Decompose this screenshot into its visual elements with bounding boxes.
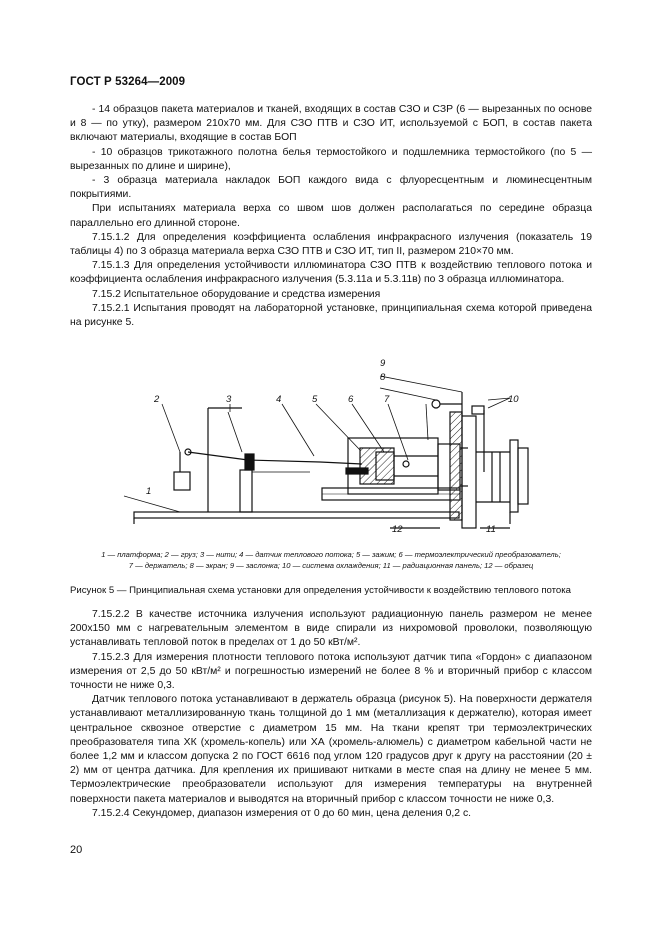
label-1: 1 [146, 486, 152, 497]
legend-line: 7 — держатель; 8 — экран; 9 — заслонка; 10 — система охлаждения; 11 — радиационная панель; 12 — образец [128, 561, 534, 570]
label-12: 12 [392, 524, 403, 535]
paragraph: - 3 образца материала накладок БОП каждого вида с флуоресцентным и люминесцентным покрытиями. [70, 175, 592, 201]
screen-shape [450, 412, 462, 520]
label-3: 3 [226, 394, 232, 405]
label-11: 11 [486, 524, 496, 535]
document-header: ГОСТ Р 53264—2009 [70, 76, 186, 88]
paragraph: - 10 образцов трикотажного полотна белья термостойкого и подшлемника термостойкого (по 5 — вырезанных по длине и ширине), [70, 146, 592, 172]
label-6: 6 [348, 394, 354, 405]
paragraph: - 14 образцов пакета материалов и тканей, входящих в состав СЗО и СЗР (6 — вырезанных по основе и 8 — по утку), размером 210х70 мм. Для СЗО ПТВ и СЗО ИТ, используемой с БОП, в состав пакета включают материалы, входящие в состав БОП [70, 104, 592, 144]
paragraph: 7.15.2.1 Испытания проводят на лабораторной установке, принципиальная схема которой приведена на рисунке 5. [70, 302, 592, 329]
label-7: 7 [384, 394, 390, 405]
label-10: 10 [508, 394, 519, 405]
label-4: 4 [276, 394, 282, 405]
label-8: 8 [380, 372, 386, 383]
paragraph: При испытаниях материала верха со швом шов должен располагаться по середине образца параллельно его длинной стороне. [70, 203, 592, 229]
text-block-top [70, 103, 592, 330]
legend-line: 1 — платформа; 2 — груз; 3 — нити; 4 — датчик теплового потока; 5 — зажим; 6 — термоэлектрический преобразователь; [101, 550, 561, 559]
label-5: 5 [312, 394, 318, 405]
paragraph: 7.15.2 Испытательное оборудование и средства измерения [92, 288, 381, 300]
paragraph: 7.15.1.2 Для определения коэффициента ослабления инфракрасного излучения (показатель 19 таблицы 4) по 3 образца материала верха СЗО ПТВ и СЗО ИТ, тип II, размером 210×70 мм. [70, 231, 592, 258]
label-2: 2 [154, 394, 160, 405]
figure-caption: Рисунок 5 — Принципиальная схема установки для определения устойчивости к воздействию теплового потока [70, 585, 572, 596]
radiation-panel-shape [510, 440, 518, 512]
platform-shape [134, 512, 459, 518]
page-number: 20 [70, 844, 83, 856]
figure-legend [70, 549, 592, 571]
paragraph: Датчик теплового потока устанавливают в держатель образца (рисунок 5). На поверхности держателя устанавливают металлизированную ткань толщиной до 1 мм (металлизация к держателю), которая имеет центральное сквозное отверстие с диаметром 15 мм. На ткани крепят три термоэлектрических преобразователя типа ХК (хромель-копель) или ХА (хромель-алюмель) с диаметром кабельной части не более 1,2 мм и классом допуска 2 по ГОСТ 6616 под углом 120 градусов друг к другу на расстоянии (20 ± 2) мм от центра датчика. Для крепления их пришивают нитками в месте спая на длину не менее 5 мм. Термоэлектрические преобразователи используют для измерения температуры на внутренней поверхности пакета материалов и выводятся на вторичный прибор с классом точности не ниже 0,3. [70, 694, 592, 805]
weight-shape [174, 472, 190, 490]
paragraph: 7.15.2.3 Для измерения плотности теплового потока используют датчик типа «Гордон» с диапазоном измерения от 2,5 до 50 кВт/м² и погрешностью измерений не более 8 % и вторичный прибор с классом точности не ниже 0,3. [70, 651, 592, 692]
label-9: 9 [380, 358, 386, 369]
paragraph: 7.15.2.4 Секундомер, диапазон измерения от 0 до 60 мин, цена деления 0,2 с. [92, 807, 472, 819]
apparatus-diagram [70, 352, 600, 548]
sensor-shape [360, 448, 394, 484]
text-block-bottom [70, 608, 592, 821]
paragraph: 7.15.1.3 Для определения устойчивости иллюминатора СЗО ПТВ к воздействию теплового потока и коэффициента ослабления инфракрасного излучения (5.3.11а и 5.3.11в) по 3 образца иллюминатора. [70, 260, 592, 286]
threads-shape [188, 452, 362, 464]
paragraph: 7.15.2.2 В качестве источника излучения используют радиационную панель размером не менее 200х150 мм с нагревательным элементом в виде спирали из нихромовой проволоки, позволяющую устанавливать тепловой поток в пределах от 1 до 50 кВт/м². [70, 609, 592, 649]
